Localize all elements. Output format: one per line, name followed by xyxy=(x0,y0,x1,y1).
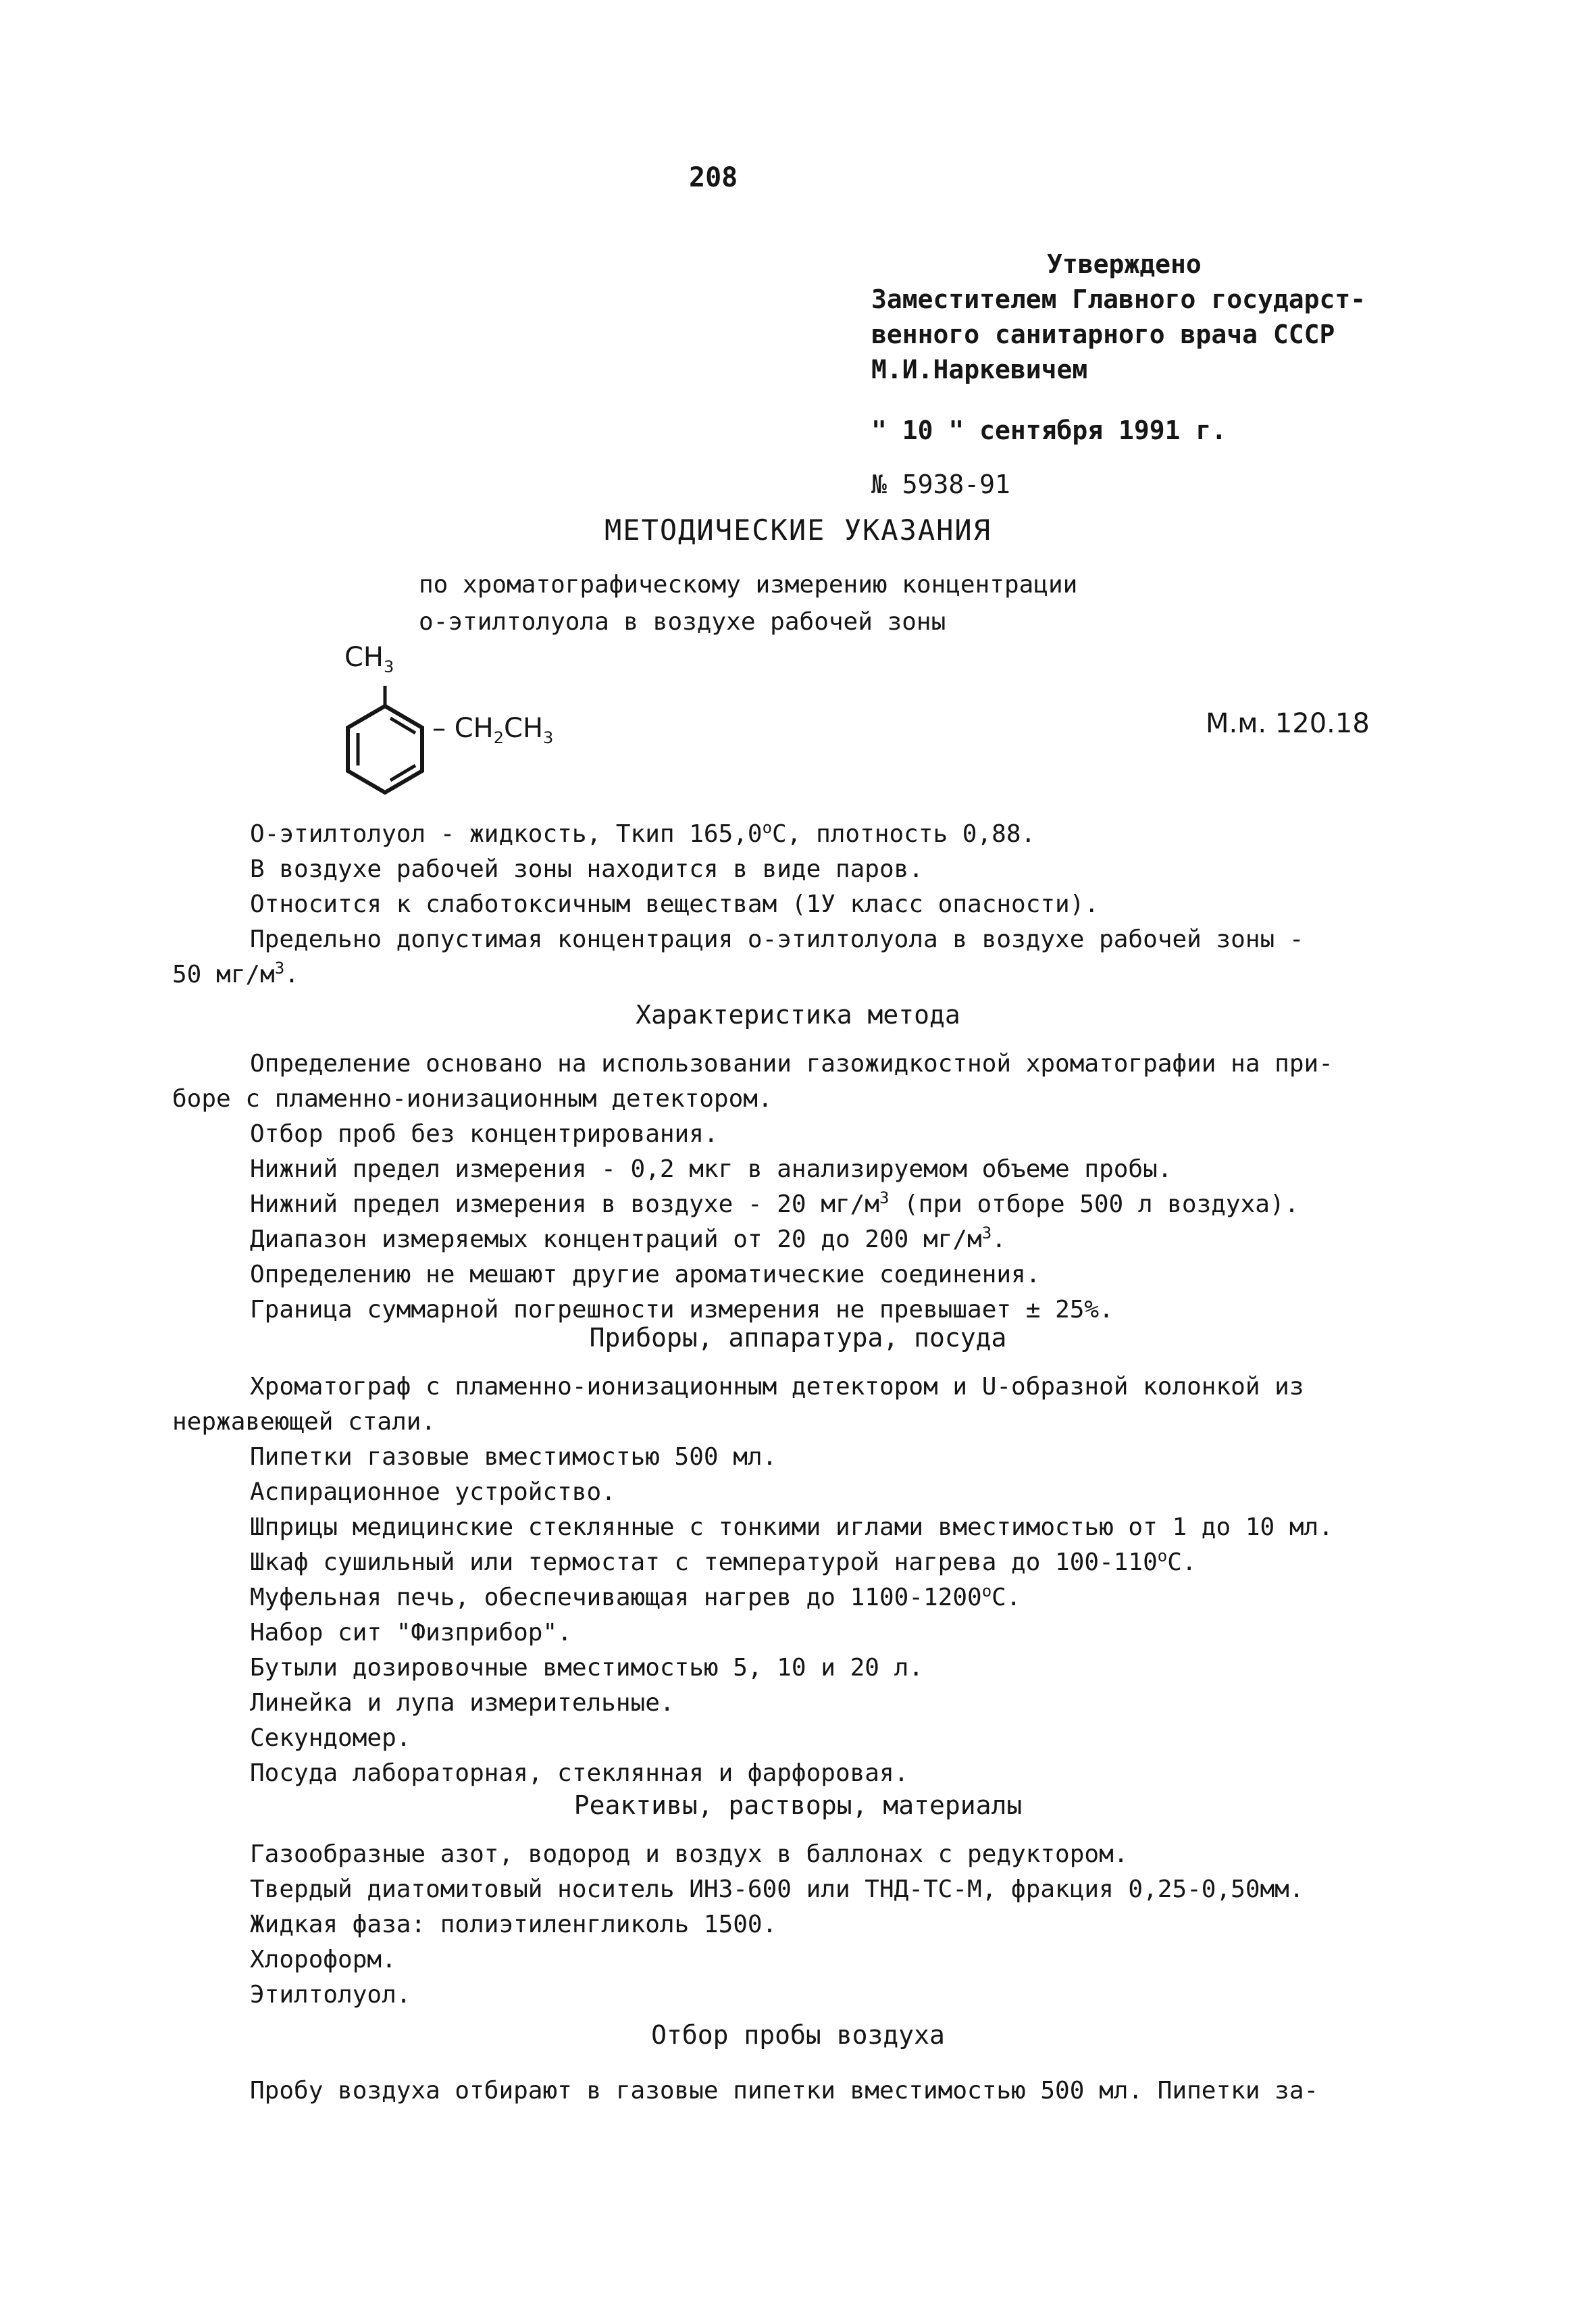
text-line: Шприцы медицинские стеклянные с тонкими иглами вместимостью от 1 до 10 мл. xyxy=(250,1513,1333,1541)
approval-date: " 10 " сентября 1991 г. xyxy=(871,416,1227,445)
document-subtitle xyxy=(419,566,1077,640)
text-line: Пробу воздуха отбирают в газовые пипетки вместимостью 500 мл. Пипетки за- xyxy=(250,2077,1319,2105)
intro-line: В воздухе рабочей зоны находится в виде паров. xyxy=(250,855,923,883)
intro-line: Предельно допустимая концентрация о-этилтолуола в воздухе рабочей зоны - xyxy=(250,926,1304,953)
approval-line: Заместителем Главного государст- xyxy=(871,284,1366,314)
approval-block xyxy=(871,247,1366,502)
methyl-group: $CH_3$ xyxy=(344,642,394,676)
approval-number: № 5938-91 xyxy=(871,470,1010,499)
text-line: Диапазон измеряемых концентраций от 20 до 200 $мг/м^3$. xyxy=(250,1224,1006,1253)
intro-line: 50 $мг/м^3$. xyxy=(172,959,299,988)
section-heading: Отбор пробы воздуха xyxy=(651,2020,945,2050)
text-line: Муфельная печь, обеспечивающая нагрев до $1100-1200^оС$. xyxy=(250,1582,1021,1611)
section-heading: Реактивы, растворы, материалы xyxy=(573,1790,1023,1820)
structural-formula xyxy=(317,642,655,818)
approval-line: венного санитарного врача СССР xyxy=(871,320,1335,349)
section-heading: Приборы, аппаратура, посуда xyxy=(589,1323,1007,1353)
text-line: Нижний предел измерения - 0,2 мкг в анализируемом объеме пробы. xyxy=(250,1155,1173,1183)
plus-minus-icon: ± xyxy=(1025,1296,1041,1324)
intro-line: Относится к слаботоксичным веществам (1У класс опасности). xyxy=(250,890,1100,918)
intro-line: О-этилтолуол - жидкость, Ткип $165,0^оС$, плотность 0,88. xyxy=(250,818,1036,848)
approval-heading: Утверждено xyxy=(1047,249,1202,279)
page-number: 208 xyxy=(689,162,738,193)
text-line: Бутыли дозировочные вместимостью 5, 10 и 20 л. xyxy=(250,1654,923,1682)
text-line: нержавеющей стали. xyxy=(172,1408,436,1436)
text-line: Шкаф сушильный или термостат с температурой нагрева до $100-110^оС$. xyxy=(250,1546,1197,1576)
text-line: боре с пламенно-ионизационным детектором. xyxy=(172,1085,773,1113)
text-line: Определению не мешают другие ароматические соединения. xyxy=(250,1261,1041,1288)
text-line: Пипетки газовые вместимостью 500 мл. xyxy=(250,1443,777,1471)
text-line: Граница суммарной погрешности измерения не превышает ± 25%. xyxy=(250,1296,1114,1324)
text-line: Аспирационное устройство. xyxy=(250,1478,616,1506)
subtitle-line: по хроматографическому измерению концентрации xyxy=(419,571,1078,599)
text-line: Нижний предел измерения в воздухе - 20 $мг/м^3$ (при отборе 500 л воздуха). xyxy=(250,1188,1299,1218)
section-heading: Характеристика метода xyxy=(636,1000,960,1030)
approval-signatory: М.И.Наркевичем xyxy=(871,355,1088,384)
text-line: Набор сит "Физприбор". xyxy=(250,1619,572,1646)
text-line: Хроматограф с пламенно-ионизационным детектором и U-образной колонкой из xyxy=(250,1373,1304,1401)
document-title: МЕТОДИЧЕСКИЕ УКАЗАНИЯ xyxy=(604,513,992,547)
text-line: Секундомер. xyxy=(250,1724,411,1752)
text-line: Определение основано на использовании газожидкостной хроматографии на при- xyxy=(250,1050,1333,1078)
ethyl-group: – $CH_2CH_3$ xyxy=(432,713,554,747)
text-line: Линейка и лупа измерительные. xyxy=(250,1689,675,1717)
subtitle-line: о-этилтолуола в воздухе рабочей зоны xyxy=(419,608,946,636)
text-line: Посуда лабораторная, стеклянная и фарфоровая. xyxy=(250,1759,909,1787)
molar-mass: М.м. 120.18 xyxy=(1206,708,1370,739)
text-line: Жидкая фаза: полиэтиленгликоль 1500. xyxy=(250,1911,777,1938)
text-line: Газообразные азот, водород и воздух в баллонах с редуктором. xyxy=(250,1840,1129,1868)
text-line: Отбор проб без концентрирования. xyxy=(250,1120,719,1148)
text-line: Этилтолуол. xyxy=(250,1981,411,2009)
text-line: Хлороформ. xyxy=(250,1946,396,1973)
text-line: Твердый диатомитовый носитель ИНЗ-600 или ТНД-ТС-М, фракция 0,25-0,50мм. xyxy=(250,1876,1304,1903)
